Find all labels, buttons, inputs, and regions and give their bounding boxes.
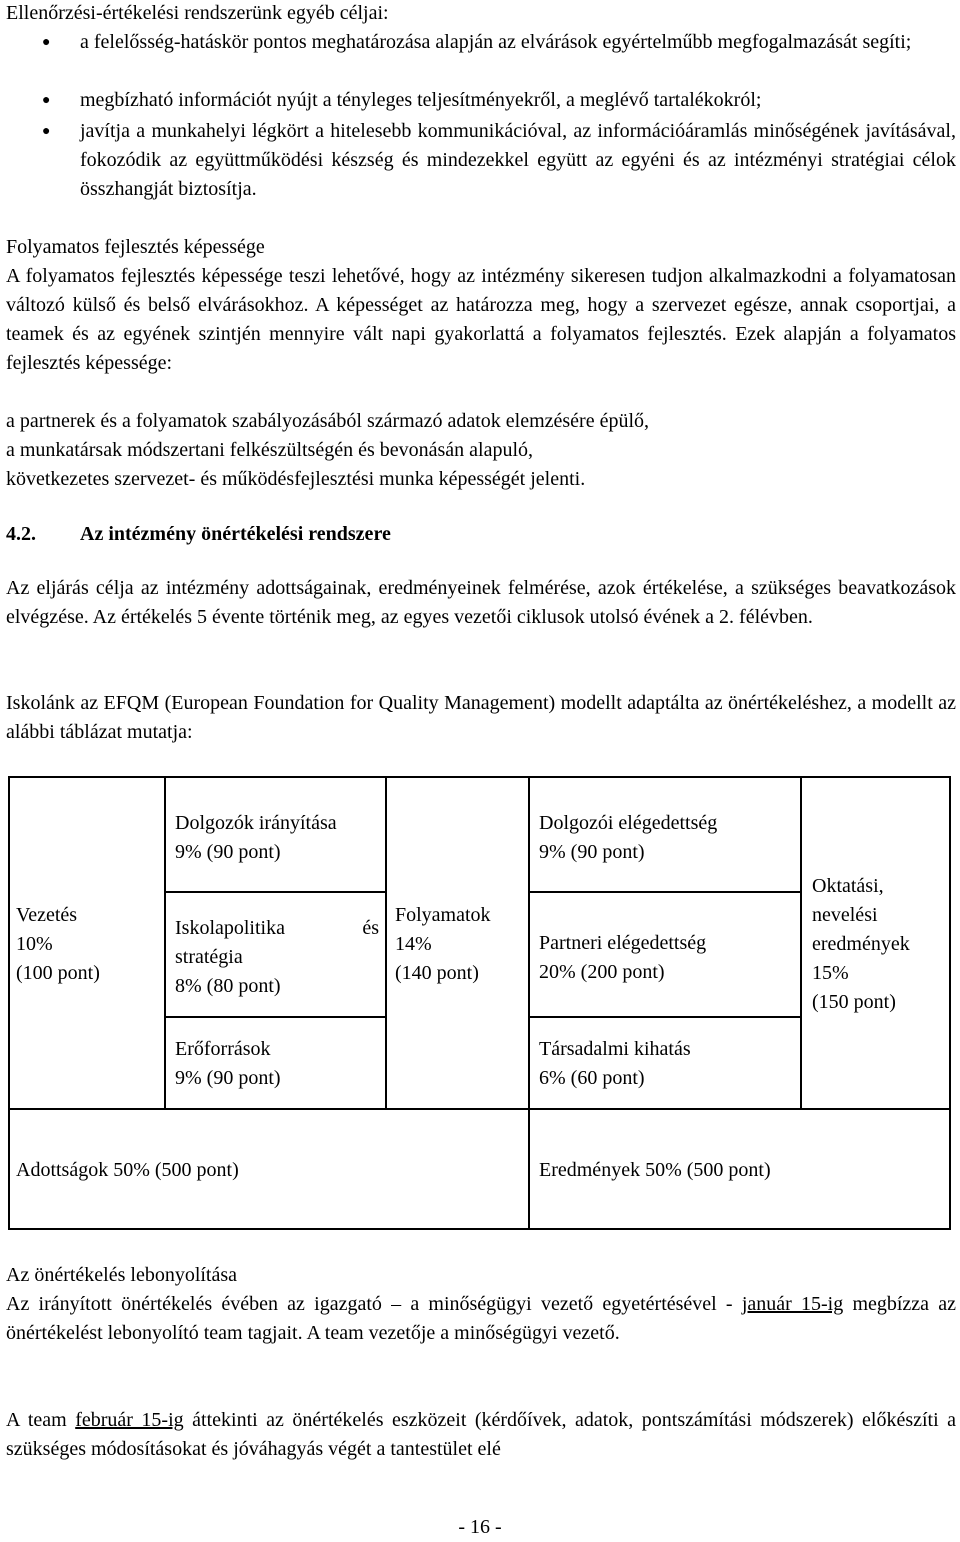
society-results-cell: Társadalmi kihatás 6% (60 pont) [539, 1038, 691, 1089]
section-para-1: Az eljárás célja az intézmény adottságainak, eredményeinek felmérése, azok értékelése, a szükséges beavatkozások elvégzése. Az értékelés 5 évente történik meg, az egyes vezetői ciklusok utolsó évének a 2. félévben. [6, 577, 956, 628]
page-number: - 16 - [458, 1516, 502, 1538]
results-cell: Eredmények 50% (500 pont) [539, 1159, 771, 1181]
conduct-paragraph-2: A team február 15-ig áttekinti az önértékelés eszközeit (kérdőívek, adatok, pontszámítási módszerek) előkészíti a szükséges módosításokat és jóváhagyás végét a tantestület elé [6, 1409, 957, 1460]
goals-item-3: javítja a munkahelyi légkört a hitelesebb kommunikációval, az információáramlás minőségének javításával, fokozódik az együttműködési készség és mindezekkel együtt az egyéni és az intézményi stratégiai célok összhangját biztosítja. [80, 120, 956, 200]
deadline-february: február 15-ig [75, 1409, 184, 1431]
conduct-paragraph-1: Az irányított önértékelés évében az igazgató – a minőségügyi vezető egyetértésével - január 15-ig megbízza az önértékelést lebonyolító team tagjait. A team vezetője a minőségügyi vezető. [6, 1293, 957, 1344]
customer-results-cell: Partneri elégedettség 20% (200 pont) [539, 932, 707, 983]
improvement-heading: Folyamatos fejlesztés képessége [6, 236, 265, 258]
section-title: Az intézmény önértékelési rendszere [80, 523, 391, 545]
section-para-2: Iskolánk az EFQM (European Foundation for Quality Management) modellt adaptálta az önértékeléshez, a modellt az alábbi táblázat mutatja: [6, 692, 956, 743]
goals-item-2: megbízható információt nyújt a tényleges teljesítményekről, a meglévő tartalékokról; [80, 89, 762, 111]
goals-item-1: a felelősség-hatáskör pontos meghatározása alapján az elvárások egyértelműbb megfogalmazását segíti; [80, 31, 912, 53]
deadline-january: január 15-ig [741, 1293, 844, 1315]
conduct-heading: Az önértékelés lebonyolítása [6, 1264, 238, 1286]
improvement-paragraph: A folyamatos fejlesztés képessége teszi lehetővé, hogy az intézmény sikeresen tudjon alkalmazkodni a folyamatosan változó külső és belső elvárásokhoz. A képességet az határozza meg, hogy a szervezet egésze, annak csoportjai, a teamek és az egyének szintjén mennyire vált napi gyakorlattá a folyamatos fejlesztés. Ezek alapján a folyamatos fejlesztés képessége: [6, 265, 956, 374]
bullet-icon: ● [42, 35, 51, 50]
leadership-cell: Vezetés 10% (100 pont) [16, 904, 100, 984]
people-cell: Dolgozók irányítása 9% (90 pont) [175, 812, 337, 863]
bullet-icon: ● [42, 93, 51, 108]
goals-heading: Ellenőrzési-értékelési rendszerünk egyéb céljai: [6, 2, 389, 24]
improvement-line-1: a partnerek és a folyamatok szabályozásából származó adatok elemzésére épülő, [6, 410, 650, 432]
people-results-cell: Dolgozói elégedettség 9% (90 pont) [539, 812, 718, 863]
section-number: 4.2. [6, 523, 36, 545]
key-results-cell: Oktatási, nevelési eredmények 15% (150 pont) [812, 875, 910, 1013]
improvement-line-3: következetes szervezet- és működésfejlesztési munka képességét jelenti. [6, 468, 586, 490]
improvement-line-2: a munkatársak módszertani felkészültségén és bevonásán alapuló, [6, 439, 534, 461]
bullet-icon: ● [42, 124, 51, 139]
enablers-cell: Adottságok 50% (500 pont) [16, 1159, 239, 1181]
resources-cell: Erőforrások 9% (90 pont) [175, 1038, 281, 1089]
processes-cell: Folyamatok 14% (140 pont) [395, 904, 491, 984]
policy-strategy-cell: Iskolapolitika és stratégia 8% (80 pont) [175, 917, 379, 997]
